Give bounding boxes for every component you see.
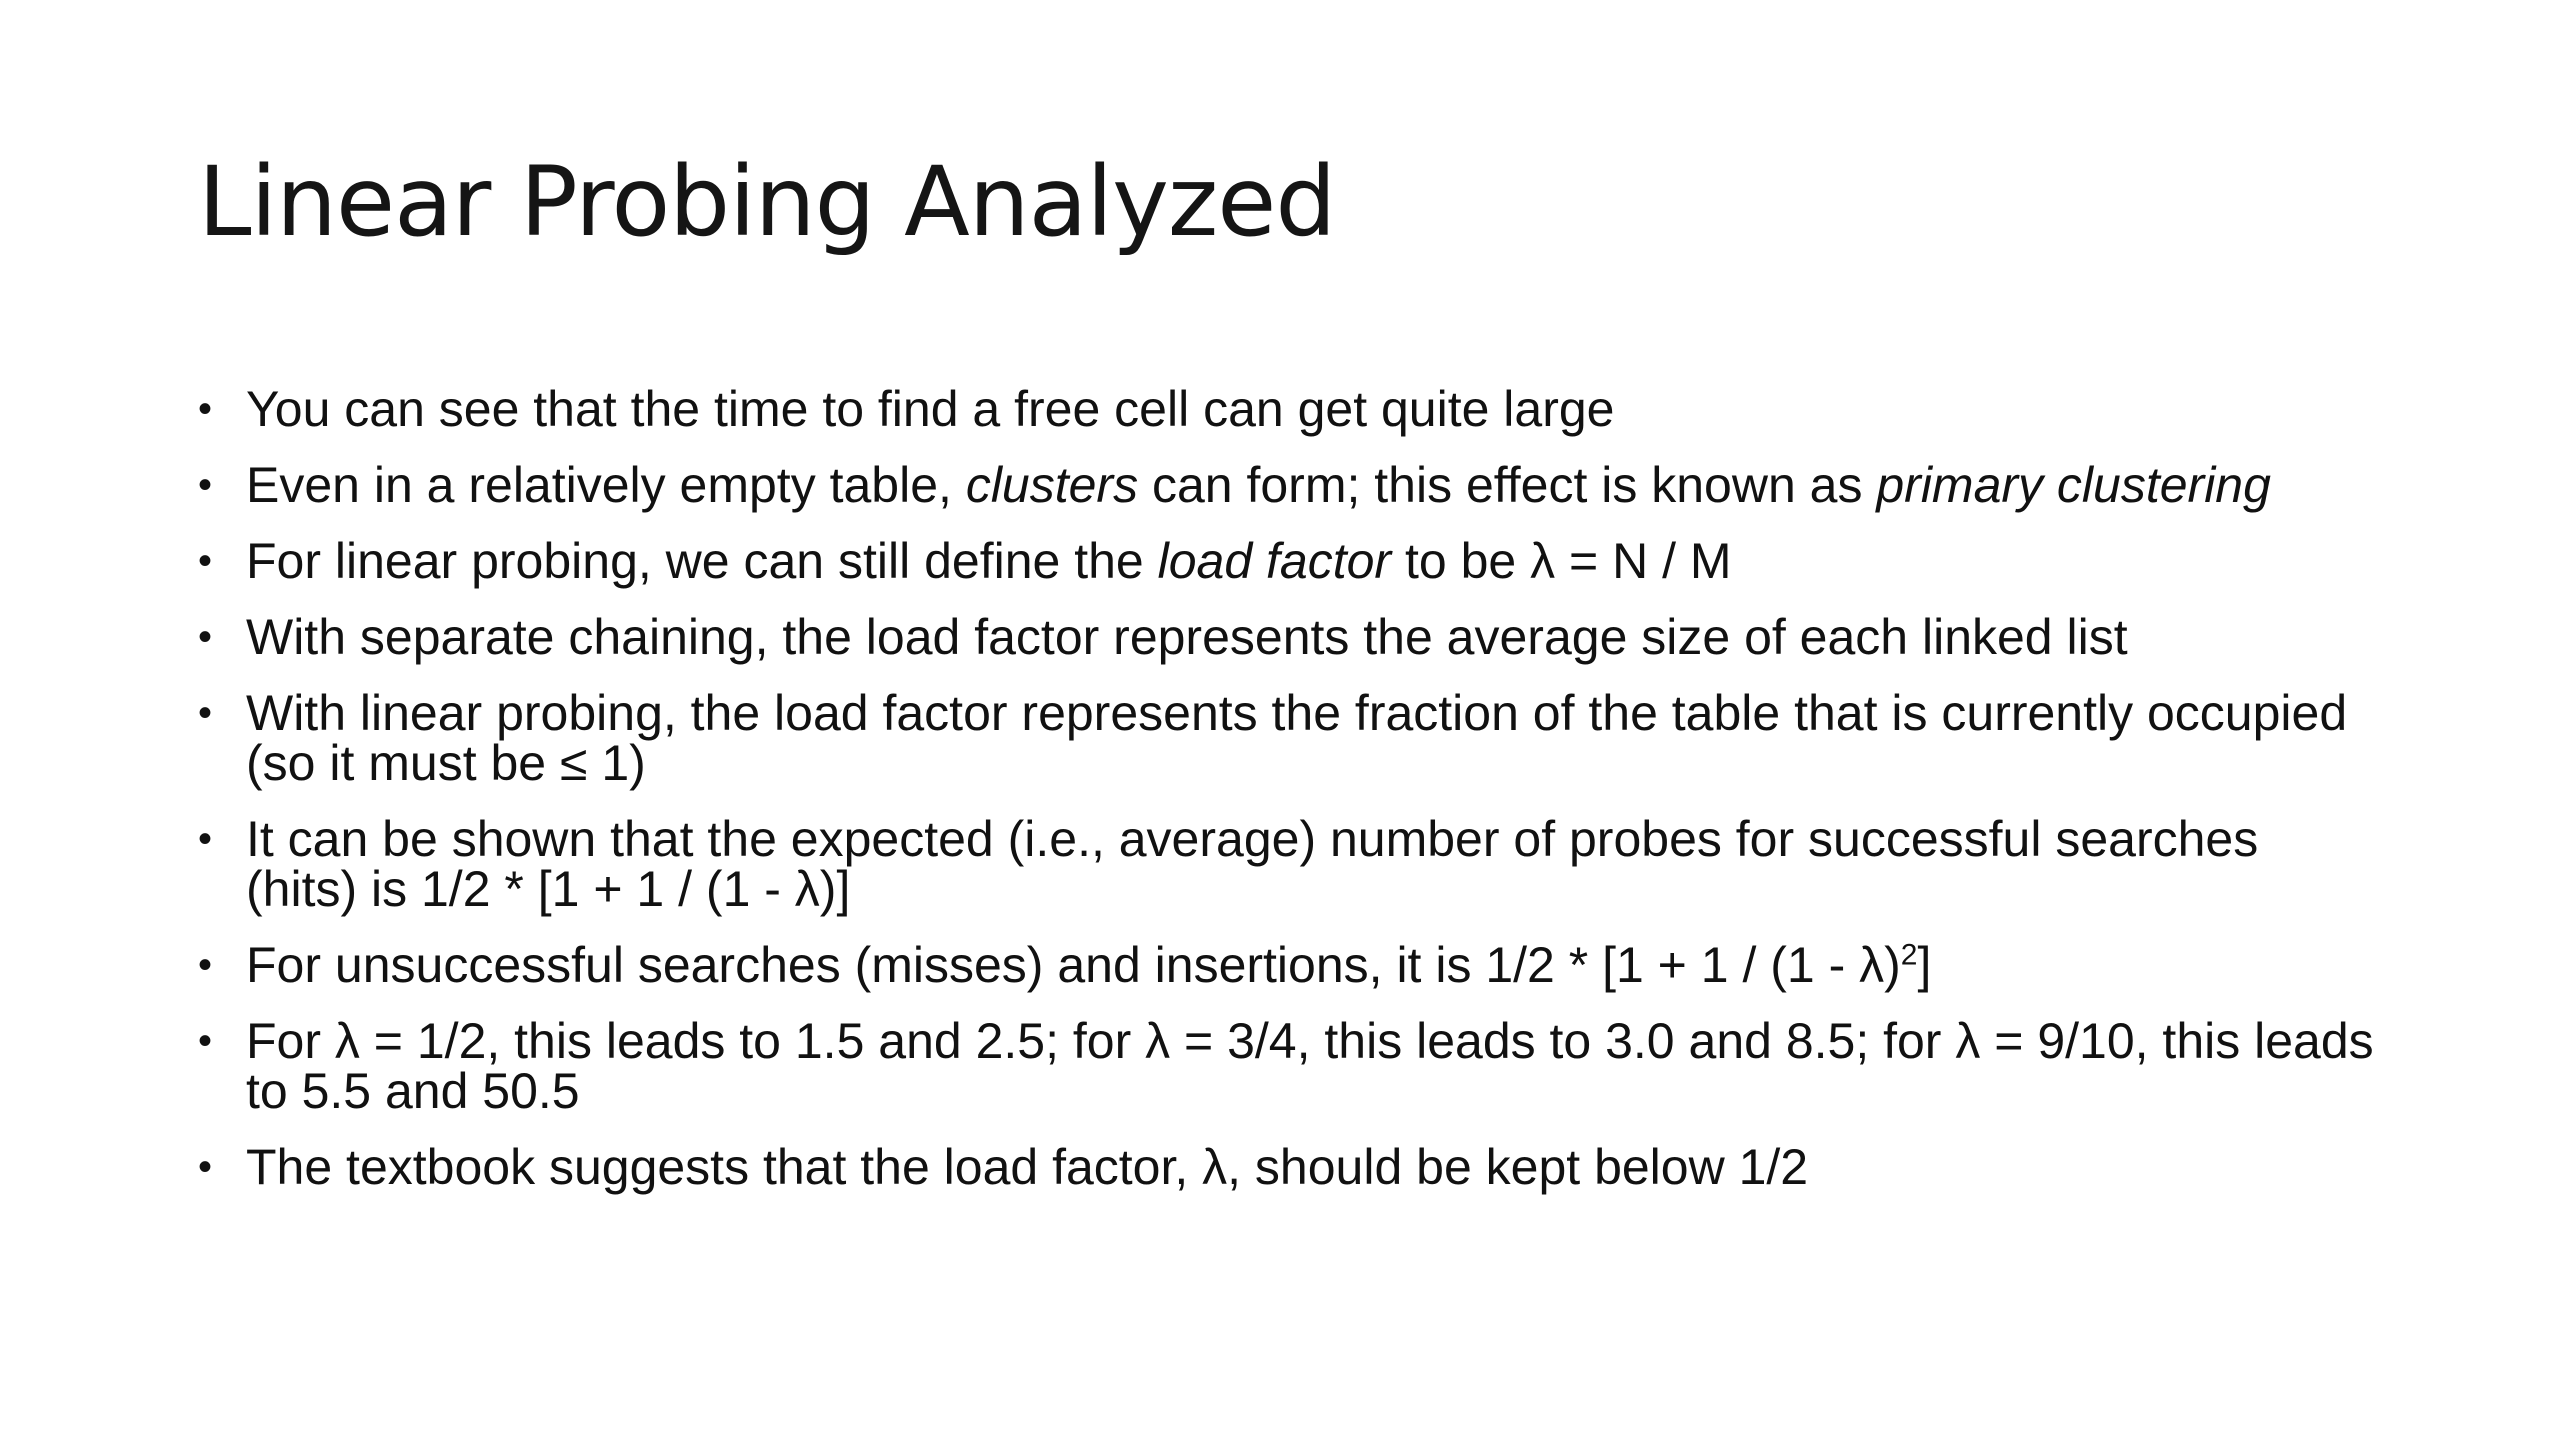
bullet-item (198, 937, 2378, 993)
bullet-list (198, 381, 2378, 1218)
bullet-text (246, 609, 2378, 665)
bullet-text-part: clusters (965, 457, 1139, 513)
bullet-text-part: to be λ = N / M (1391, 533, 1732, 589)
bullet-dot-icon: • (198, 943, 213, 987)
bullet-text (246, 685, 2378, 791)
slide-title: Linear Probing Analyzed (198, 146, 1336, 258)
bullet-dot-icon: • (198, 387, 213, 431)
bullet-item (198, 609, 2378, 665)
bullet-item (198, 381, 2378, 437)
bullet-text-part: For unsuccessful searches (misses) and insertions, it is 1/2 * [1 + 1 / (1 - λ) (246, 937, 1901, 993)
bullet-item (198, 811, 2378, 917)
bullet-text (246, 381, 2378, 437)
bullet-dot-icon: • (198, 615, 213, 659)
bullet-text-part: For linear probing, we can still define the (246, 533, 1158, 589)
bullet-text-part: For λ = 1/2, this leads to 1.5 and 2.5; for λ = 3/4, this leads to 3.0 and 8.5; for λ = 9/10, this leads to 5.5 and 50.5 (246, 1013, 2374, 1119)
bullet-text-part: The textbook suggests that the load factor, λ, should be kept below 1/2 (246, 1139, 1809, 1195)
bullet-text (246, 457, 2378, 513)
bullet-item (198, 533, 2378, 589)
bullet-dot-icon: • (198, 691, 213, 735)
bullet-text-part: You can see that the time to find a free cell can get quite large (246, 381, 1615, 437)
bullet-text-part: With separate chaining, the load factor represents the average size of each linked list (246, 609, 2128, 665)
bullet-item (198, 457, 2378, 513)
bullet-dot-icon: • (198, 539, 213, 583)
bullet-item (198, 685, 2378, 791)
bullet-item (198, 1013, 2378, 1119)
bullet-text (246, 1013, 2378, 1119)
bullet-text (246, 1139, 2378, 1195)
bullet-text-part: load factor (1157, 533, 1392, 589)
bullet-text-part: primary clustering (1876, 457, 2271, 513)
bullet-text-part: ] (1917, 937, 1932, 993)
bullet-text-part: can form; this effect is known as (1138, 457, 1877, 513)
bullet-text-part: 2 (1900, 938, 1918, 972)
bullet-text-part: Even in a relatively empty table, (246, 457, 966, 513)
bullet-text-part: It can be shown that the expected (i.e., average) number of probes for successful searches (hits) is 1/2 * [1 + 1 / (1 - λ)] (246, 811, 2259, 917)
bullet-text (246, 533, 2378, 589)
bullet-dot-icon: • (198, 463, 213, 507)
bullet-text-part: With linear probing, the load factor represents the fraction of the table that is currently occupied (so it must be ≤ 1) (246, 685, 2348, 791)
bullet-dot-icon: • (198, 1019, 213, 1063)
bullet-dot-icon: • (198, 817, 213, 861)
bullet-dot-icon: • (198, 1145, 213, 1189)
bullet-item (198, 1139, 2378, 1195)
bullet-text (246, 937, 2378, 993)
bullet-text (246, 811, 2378, 917)
